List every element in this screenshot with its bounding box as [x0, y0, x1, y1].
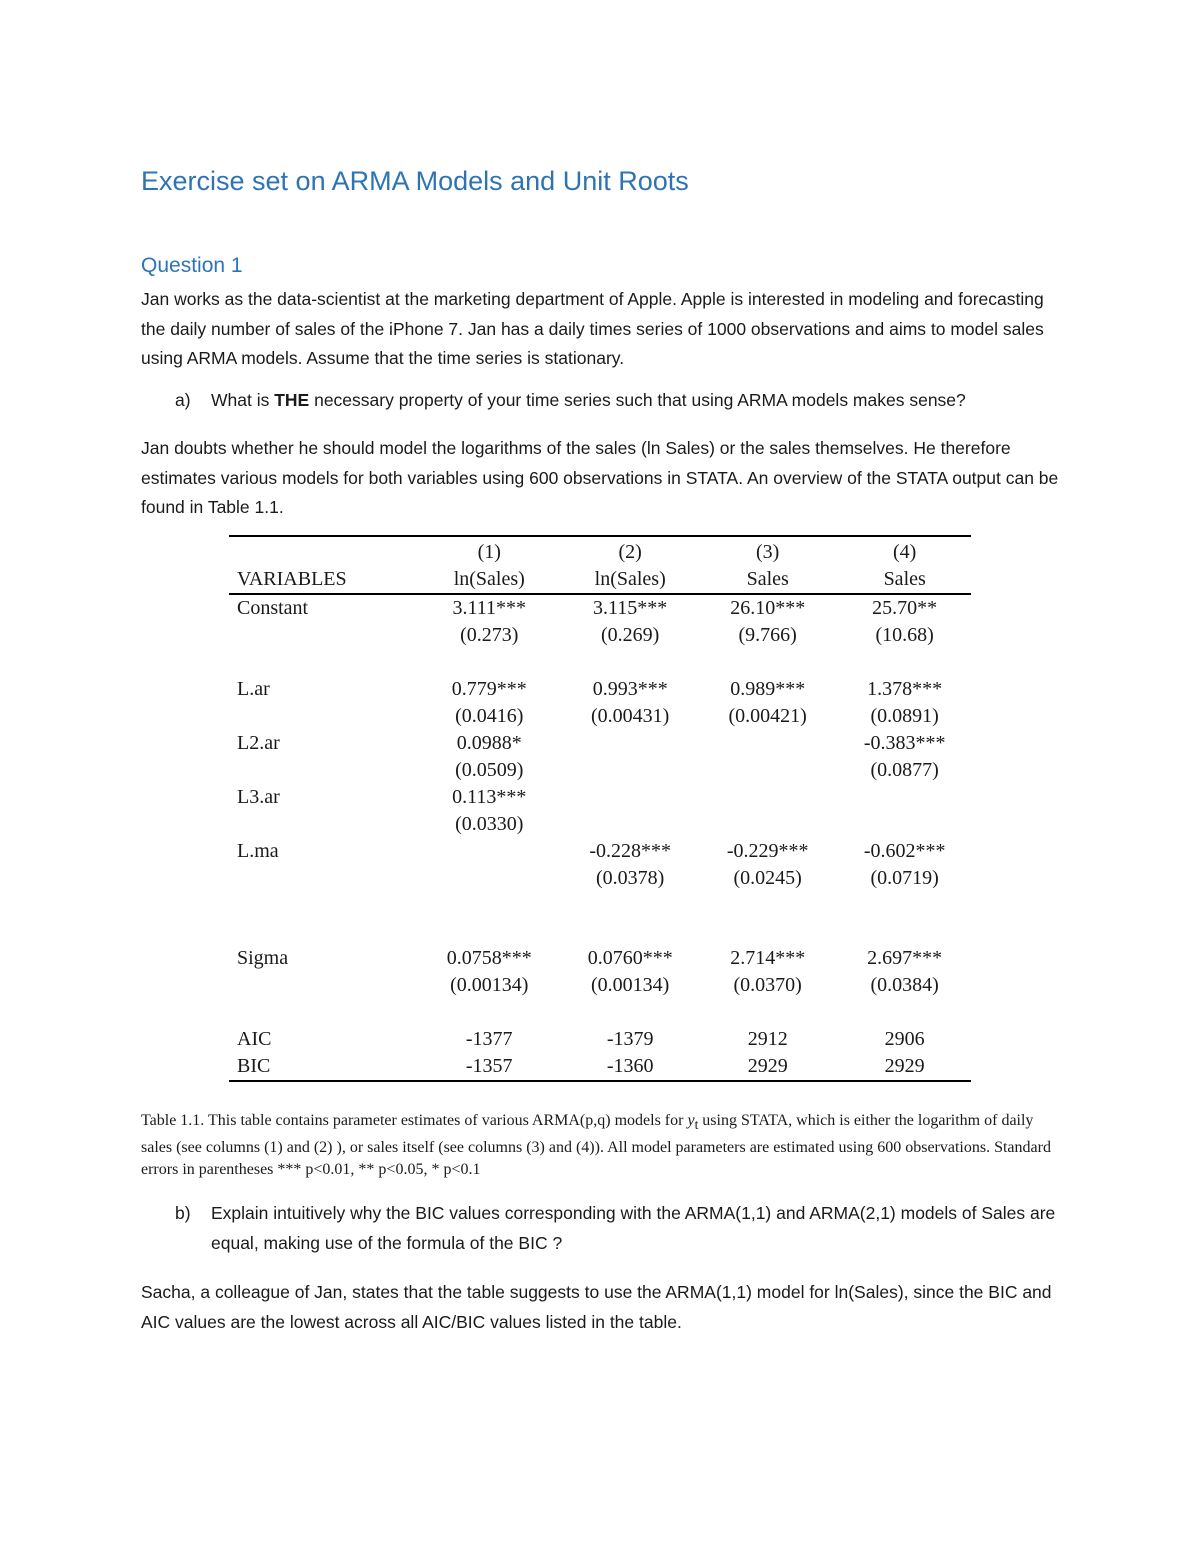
table-cell: (0.0370) — [733, 974, 802, 996]
table-cell — [415, 838, 563, 865]
table-row-constant-se — [229, 622, 971, 649]
table-cell — [563, 784, 697, 811]
table-cell: (0.00134) — [591, 974, 670, 996]
table-cell: (10.68) — [875, 624, 934, 646]
item-a-text-before: What is — [211, 390, 275, 410]
table-row-aic — [229, 1026, 971, 1053]
table-cell: (0.269) — [601, 624, 660, 646]
table-row-sigma-se — [229, 972, 971, 999]
table-cell — [563, 730, 697, 757]
table-row-sigma — [229, 945, 971, 972]
table-header-row-numbers — [229, 536, 971, 566]
table-row-bic — [229, 1053, 971, 1081]
col-name-4: Sales — [838, 566, 971, 594]
table-cell: 1.378*** — [867, 678, 943, 700]
question-item-b — [175, 1199, 1065, 1258]
variables-header: VARIABLES — [229, 566, 415, 594]
table-row-constant — [229, 594, 971, 622]
table-cell: 2912 — [747, 1028, 788, 1050]
row-label: BIC — [229, 1053, 415, 1081]
table-cell: -1379 — [606, 1028, 654, 1050]
caption-part-1: Table 1.1. This table contains parameter estimates of various ARMA(p,q) models for — [141, 1112, 688, 1129]
row-label: L3.ar — [237, 786, 280, 808]
table-cell: (0.0378) — [596, 867, 665, 889]
results-table-container — [229, 535, 971, 1082]
row-label: Constant — [237, 597, 309, 619]
table-cell: (0.0509) — [455, 759, 524, 781]
col-name-2: ln(Sales) — [563, 566, 697, 594]
table-cell: (0.0330) — [455, 813, 524, 835]
question-heading: Question 1 — [141, 254, 243, 277]
table-cell — [415, 865, 563, 892]
table-cell: (0.0245) — [733, 867, 802, 889]
table-caption — [141, 1110, 1061, 1182]
intro-paragraph: Jan works as the data-scientist at the marketing department of Apple. Apple is interested in modeling and forecasting the daily number of sales of the iPhone 7. Jan has a daily times series of 1000 observations and aims to model sales using ARMA models. Assume that the time series is stationary. — [141, 289, 1044, 368]
item-b-text: Explain intuitively why the BIC values corresponding with the ARMA(1,1) and ARMA(2,1) models of Sales are equal, making use of the formula of the BIC ? — [211, 1203, 1056, 1253]
table-cell — [697, 784, 838, 811]
table-cell: 25.70** — [872, 597, 938, 619]
col-number-4: (4) — [838, 536, 971, 566]
table-cell: -0.229*** — [726, 840, 809, 862]
table-row-l-ar — [229, 676, 971, 703]
row-label: L2.ar — [237, 732, 280, 754]
item-b-label: b) — [175, 1203, 191, 1223]
row-label: L.ar — [237, 678, 270, 700]
table-cell: (0.00421) — [728, 705, 807, 727]
table-cell: -0.602*** — [863, 840, 946, 862]
caption-part-2: using STATA, which is either the logarithm of daily sales (see columns (1) and (2) ), or sales itself (see columns (3) and (4)). All model parameters are estimated using 600 observations. Standard errors in parentheses *** p<0.01, ** p<0.05, * p<0.1 — [141, 1112, 1051, 1179]
table-cell: (0.00134) — [450, 974, 529, 996]
table-row-l3-ar-se — [229, 811, 971, 838]
table-cell: 0.779*** — [451, 678, 527, 700]
table-row-l-ma — [229, 838, 971, 865]
table-header-row-names — [229, 566, 971, 594]
table-cell: 0.0760*** — [587, 947, 673, 969]
row-label: Sigma — [237, 947, 289, 969]
paragraph-3: Sacha, a colleague of Jan, states that the table suggests to use the ARMA(1,1) model for ln(Sales), since the BIC and AIC values are the lowest across all AIC/BIC values listed in the table. — [141, 1282, 1052, 1332]
page-title: Exercise set on ARMA Models and Unit Roots — [141, 166, 689, 196]
table-cell: 0.989*** — [730, 678, 806, 700]
col-number-2: (2) — [563, 536, 697, 566]
table-cell: (9.766) — [738, 624, 797, 646]
table-cell: 2906 — [884, 1028, 925, 1050]
table-cell: 0.0988* — [456, 732, 522, 754]
caption-variable: y — [687, 1112, 695, 1129]
table-row-l3-ar — [229, 784, 971, 811]
results-table — [229, 535, 971, 1082]
table-cell: 2929 — [697, 1053, 838, 1081]
table-cell: 2.714*** — [730, 947, 806, 969]
table-cell: 0.993*** — [592, 678, 668, 700]
table-cell: -0.383*** — [863, 732, 946, 754]
table-cell: -0.228*** — [589, 840, 672, 862]
table-cell: 0.113*** — [452, 786, 527, 808]
col-number-1: (1) — [415, 536, 563, 566]
table-cell: -1377 — [465, 1028, 513, 1050]
item-a-label: a) — [175, 390, 191, 410]
table-cell: (0.273) — [460, 624, 519, 646]
table-cell — [563, 757, 697, 784]
col-number-3: (3) — [697, 536, 838, 566]
question-item-a — [175, 386, 1065, 416]
table-cell: 0.0758*** — [446, 947, 532, 969]
item-a-text-after: necessary property of your time series such that using ARMA models makes sense? — [309, 390, 966, 410]
table-cell: (0.0877) — [870, 759, 939, 781]
table-row-l-ar-se — [229, 703, 971, 730]
col-name-3: Sales — [697, 566, 838, 594]
table-cell: 2.697*** — [867, 947, 943, 969]
table-cell: 3.115*** — [593, 597, 668, 619]
table-cell — [697, 730, 838, 757]
item-a-text-bold: THE — [274, 390, 310, 410]
table-cell — [697, 811, 838, 838]
table-row-l-ma-se — [229, 865, 971, 892]
table-row-l2-ar — [229, 730, 971, 757]
row-label: AIC — [237, 1028, 272, 1050]
table-cell: -1360 — [563, 1053, 697, 1081]
table-row-l2-ar-se — [229, 757, 971, 784]
caption-subscript: t — [694, 1117, 699, 1133]
row-label: L.ma — [237, 840, 279, 862]
table-cell: -1357 — [415, 1053, 563, 1081]
table-cell: (0.0416) — [455, 705, 524, 727]
table-cell — [697, 757, 838, 784]
table-cell: 3.111*** — [452, 597, 526, 619]
table-cell — [838, 811, 971, 838]
table-cell: (0.0719) — [870, 867, 939, 889]
table-cell: 2929 — [838, 1053, 971, 1081]
table-cell: (0.00431) — [591, 705, 670, 727]
table-cell — [838, 784, 971, 811]
paragraph-2: Jan doubts whether he should model the logarithms of the sales (ln Sales) or the sales themselves. He therefore estimates various models for both variables using 600 observations in STATA. An overview of the STATA output can be found in Table 1.1. — [141, 438, 1059, 517]
col-name-1: ln(Sales) — [415, 566, 563, 594]
table-cell: (0.0891) — [870, 705, 939, 727]
table-cell: 26.10*** — [730, 597, 806, 619]
table-cell: (0.0384) — [870, 974, 939, 996]
table-cell — [563, 811, 697, 838]
